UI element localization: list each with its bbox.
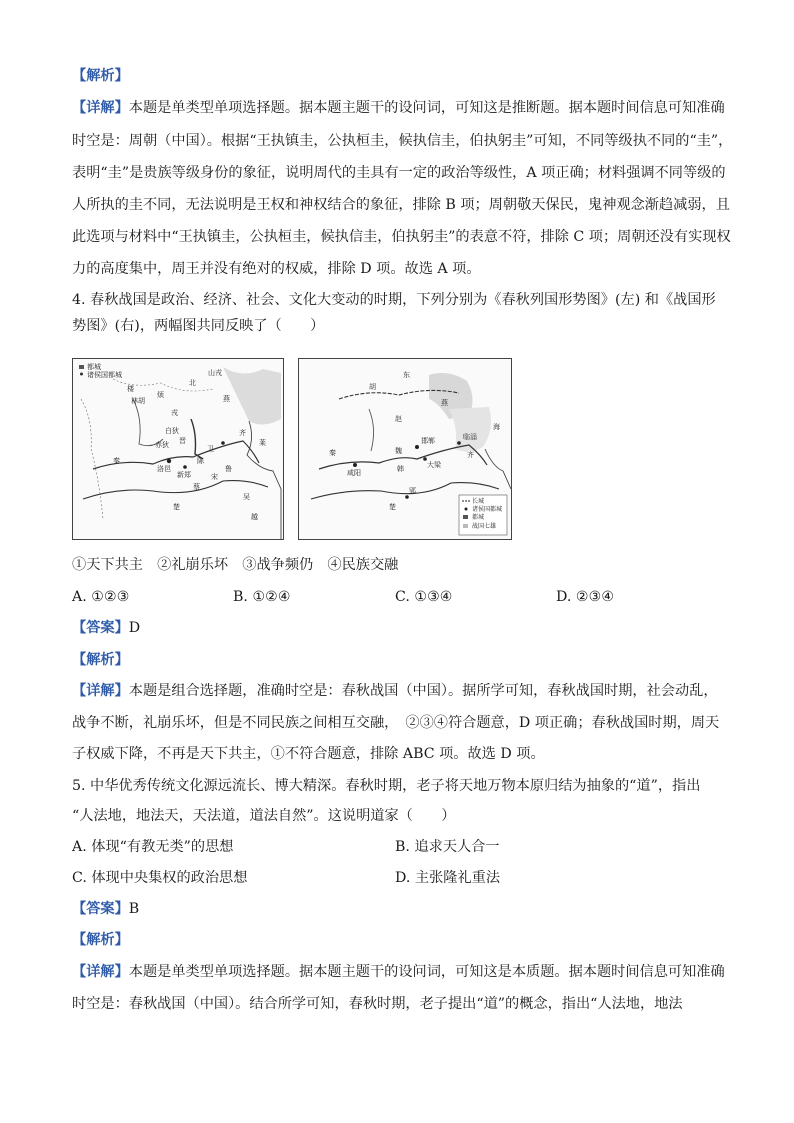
map-left-label-17: 宋 — [211, 473, 218, 481]
map-right-label-13: 咸阳 — [347, 469, 361, 477]
map-right-label-6: 韩 — [397, 465, 404, 473]
q5-stem-line-2: “人法地，地法天，天法道，道法自然”。这说明道家（ ） — [72, 808, 456, 824]
map-left-label-12: 鲁 — [225, 465, 232, 473]
q5-answer-label: 【答案】 — [72, 901, 129, 917]
map-left-label-15: 洛邑 — [157, 465, 171, 473]
spring-autumn-map — [72, 358, 284, 540]
map-left-label-4: 烦 — [157, 391, 164, 399]
map-right-label-3: 燕 — [441, 399, 448, 407]
q4-detail-label: 【详解】 — [72, 683, 129, 699]
q4-option-d: D. ②③④ — [556, 589, 615, 605]
map-left-label-19: 蔡 — [193, 483, 200, 491]
q5-answer-value: B — [128, 901, 140, 917]
map-left-label-2: 楼 — [127, 385, 134, 393]
q4-option-c: C. ①③④ — [395, 589, 453, 605]
q4-option-a: A. ①②③ — [72, 589, 130, 605]
q5-analysis-label: 【解析】 — [72, 932, 129, 948]
q4-statements: ①天下共主 ②礼崩乐坏 ③战争频仍 ④民族交融 — [72, 557, 399, 573]
map-right-legend-3: 都城 — [472, 514, 485, 521]
map-left-label-18: 陈 — [197, 457, 204, 465]
q3-detail-line-2: 时空是：周朝（中国）。根据“王执镇圭，公执桓圭，候执信圭，伯执躬圭”可知，不同等级执不同的“圭”， — [72, 133, 733, 149]
map-right-label-7: 齐 — [467, 451, 474, 459]
q4-stem-line-1: 4. 春秋战国是政治、经济、社会、文化大变动的时期，下列分别为《春秋列国形势图》(左) 和《战国形 — [72, 292, 716, 308]
q4-answer-value: D — [128, 620, 141, 636]
map-left-label-10: 晋 — [179, 437, 186, 445]
q4-detail-line-3: 子权威下降，不再是天下共主，①不符合题意，排除 ABC 项。故选 D 项。 — [72, 746, 545, 762]
q4-detail-line-1: 【详解】本题是组合选择题，准确时空是：春秋战国（中国）。据所学可知，春秋战国时期，社会动乱， — [72, 683, 718, 699]
q4-answer-label: 【答案】 — [72, 620, 129, 636]
map-left-label-1: 山戎 — [208, 369, 222, 377]
q5-option-c: C. 体现中央集权的政治思想 — [72, 870, 248, 886]
q4-answer — [72, 618, 734, 638]
map-right-label-1: 东 — [403, 371, 410, 379]
q4-detail-line-2: 战争不断，礼崩乐坏，但是不同民族之间相互交融， ②③④符合题意，D 项正确；春秋战国时期，周天 — [72, 715, 720, 731]
map-right-label-15: 海 — [493, 423, 500, 431]
map-left-label-21: 越 — [251, 513, 258, 521]
map-right-label-10: 邯郸 — [421, 437, 435, 445]
map-left-label-14: 莱 — [259, 439, 266, 447]
q3-detail-line-3: 表明“圭”是贵族等级身份的象征，说明周代的圭具有一定的政治等级性，A 项正确；材料强调不同等级的 — [72, 165, 726, 181]
q3-detail-line-4: 人所执的圭不同，无法说明是王权和神权结合的象征，排除 B 项；周朝敬天保民，鬼神观念渐趋减弱，且 — [72, 197, 730, 213]
q5-stem-line-1: 5. 中华优秀传统文化源远流长、博大精深。春秋时期，老子将天地万物本原归结为抽象的“道”，指出 — [72, 778, 701, 794]
q5-detail-line-2: 时空是：春秋战国（中国）。结合所学可知，春秋时期，老子提出“道”的概念，指出“人法地，地法 — [72, 996, 683, 1012]
q3-analysis-label: 【解析】 — [72, 68, 129, 84]
q5-answer — [72, 899, 734, 919]
map-left-label-23: 秦 — [113, 457, 120, 465]
q5-detail-label: 【详解】 — [72, 964, 129, 980]
q3-detail-label: 【详解】 — [72, 100, 129, 116]
map-right-label-9: 楚 — [389, 503, 396, 511]
q5-option-b: B. 追求天人合一 — [395, 839, 500, 855]
map-left-label-16: 新郑 — [177, 471, 191, 479]
map-right-label-8: 秦 — [329, 449, 336, 457]
map-right-label-2: 胡 — [369, 383, 376, 391]
map-left-label-7: 燕 — [223, 395, 230, 403]
map-right-legend-2: 诸侯国都城 — [472, 506, 503, 513]
map-right-label-12: 临淄 — [463, 433, 477, 441]
map-left-label-9: 赤狄 — [155, 441, 169, 449]
map-left-label-20: 吴 — [243, 493, 250, 501]
map-right-label-5: 魏 — [395, 447, 402, 455]
map-left-label-11: 卫 — [207, 445, 214, 453]
q5-detail-line-1: 【详解】本题是单类型单项选择题。据本题主题干的设问词，可知这是本质题。据本题时间信息可知准确 — [72, 964, 725, 980]
map-left-label-13: 齐 — [239, 429, 246, 437]
map-left-label-3: 林胡 — [131, 397, 145, 405]
map-right-label-14: 郢 — [409, 487, 416, 495]
q4-stem-line-2: 势图》(右)，两幅图共同反映了（ ） — [72, 318, 325, 334]
map-left-label-5: 戎 — [171, 409, 178, 417]
q3-detail-line-6: 力的高度集中，周王并没有绝对的权威，排除 D 项。故选 A 项。 — [72, 261, 481, 277]
map-right-label-11: 大梁 — [427, 461, 441, 469]
q4-analysis-label: 【解析】 — [72, 652, 129, 668]
map-right-legend-1: 长城 — [472, 498, 485, 505]
map-left-label-6: 北 — [189, 379, 196, 387]
map-left-legend-1: 都城 — [87, 363, 101, 371]
map-left-legend-2: 诸侯国都城 — [87, 371, 122, 379]
q3-detail-line-5: 此选项与材料中“王执镇圭，公执桓圭，候执信圭，伯执躬圭”的表意不符，排除 C 项；周朝还没有实现权 — [72, 229, 731, 245]
warring-states-map — [298, 358, 512, 540]
map-left-label-22: 楚 — [173, 503, 180, 511]
q5-option-d: D. 主张隆礼重法 — [395, 870, 501, 886]
q3-detail-line-1: 【详解】本题是单类型单项选择题。据本题主题干的设问词，可知这是推断题。据本题时间信息可知准确 — [72, 100, 725, 116]
map-left-label-8: 白狄 — [165, 427, 179, 435]
q4-option-b: B. ①②④ — [233, 589, 291, 605]
q5-option-a: A. 体现“有教无类”的思想 — [72, 839, 234, 855]
map-right-label-4: 赵 — [395, 415, 402, 423]
map-right-legend-4: 战国七雄 — [472, 523, 497, 530]
